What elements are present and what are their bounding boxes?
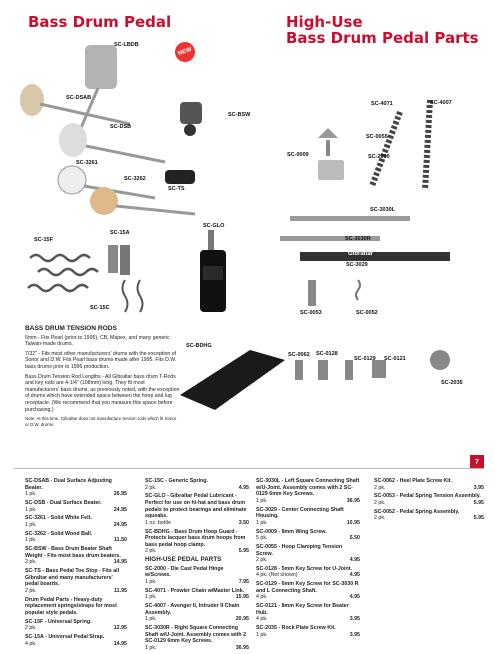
code-sc-ts: SC-TS (168, 186, 185, 192)
item-price: 5.95 (238, 548, 249, 555)
code-sc-15c: SC-15C (90, 305, 110, 311)
item-name: SC-15C - Generic Spring. (145, 478, 208, 484)
page-title-right-line1: High-Use (286, 13, 363, 31)
page-title-left: Bass Drum Pedal (28, 13, 172, 31)
code-sc-15a: SC-15A (110, 230, 130, 236)
code-sc-3029: SC-3029 (346, 262, 368, 268)
price-list-item (25, 619, 127, 632)
item-price: 24.95 (113, 506, 127, 513)
item-price: 5.95 (473, 499, 484, 506)
code-sc-3030l: SC-3030L (370, 207, 396, 213)
page-title-right-line2: Bass Drum Pedal Parts (286, 29, 479, 47)
code-sc-2035: SC-2035 (441, 380, 463, 386)
price-list-item (145, 625, 249, 651)
item-name: SC-0129 - 6mm Key Screw for SC-3030 R and L Connecting Shaft. (256, 581, 359, 594)
item-name: SC-2035 - Rock Plate Screw Kit. (256, 625, 336, 632)
item-price: 3.95 (349, 631, 360, 638)
item-qty: 1 pk. (256, 631, 268, 638)
code-sc-3261: SC-3261 (76, 160, 98, 166)
code-sc-0053: SC-0053 (300, 310, 322, 316)
price-list-item (25, 531, 127, 544)
price-column-3 (256, 478, 360, 641)
item-name: Drum Pedal Parts - Heavy-duty replacement springs/straps for most popular style pedals. (25, 596, 117, 616)
item-qty: 4 pk. (25, 640, 37, 647)
item-qty: 2 pk. (145, 484, 157, 491)
item-price: 36.95 (235, 644, 249, 651)
screw-sc-0009 (318, 128, 338, 156)
item-qty: 2 pk. (374, 499, 386, 506)
item-name: SC-TS - Bass Pedal Toe Stop - Fits all Gibraltar and many manufacturers' pedal boards. (25, 568, 120, 588)
tension-rods-6mm: 6mm - Fits Pearl (prior to 1995), CB, Mapex, and many generic Taiwan-made drums. (25, 334, 170, 348)
item-qty: 2 pk. (25, 625, 37, 632)
item-qty: 2 pk. (256, 557, 268, 564)
price-list-item (256, 529, 360, 542)
item-price: 14.95 (113, 640, 127, 647)
price-list-item (374, 509, 484, 522)
strap-sc-15a (108, 245, 130, 275)
weight-sc-bsw (180, 102, 202, 136)
price-list-item (256, 544, 360, 564)
item-name: SC-15F - Universal Spring. (25, 618, 92, 625)
price-list-item (145, 588, 249, 601)
item-name: SC-0128 - 5mm Key Screw for U-Joint. (256, 565, 352, 572)
new-badge: NEW (172, 39, 198, 65)
item-price: 3.50 (238, 519, 249, 526)
price-list-item (256, 581, 360, 601)
item-price: 4.95 (349, 557, 360, 564)
hoop-guard-sc-bdhg (180, 350, 285, 410)
item-qty: 1 pk. (25, 537, 37, 544)
toe-stop-sc-ts (165, 170, 195, 184)
price-list-item (145, 529, 249, 555)
item-qty: 1 pk. (256, 519, 268, 526)
item-price: 11.50 (114, 537, 127, 544)
code-sc-0009: SC-0009 (287, 152, 309, 158)
item-price: 12.95 (113, 625, 127, 632)
item-price: 3.95 (473, 484, 484, 491)
item-qty: 1 oz. bottle (145, 519, 171, 526)
item-price: 4.95 (238, 484, 249, 491)
code-sc-15f: SC-15F (34, 237, 53, 243)
price-list-item (374, 478, 484, 491)
item-name: SC-DSB - Dual Surface Beater. (25, 499, 102, 506)
code-sc-2000: SC-2000 (368, 154, 390, 160)
price-list-item (25, 634, 127, 647)
item-price: 5.50 (349, 535, 360, 542)
chain-sc-4007 (425, 100, 430, 190)
code-sc-0055: SC-0055 (366, 134, 388, 140)
item-price: 4.95 (349, 594, 360, 601)
item-name: SC-0052 - Pedal Spring Assembly. (374, 508, 460, 515)
price-list-item (25, 500, 127, 513)
item-name: SC-DSAB - Dual Surface Adjusting Beater. (25, 478, 112, 491)
code-sc-3262: SC-3262 (124, 176, 146, 182)
item-price: 24.95 (113, 521, 127, 528)
item-qty: 1 pk. (145, 644, 157, 651)
item-name: SC-4071 - Prowler Chain w/Master Link. (145, 587, 245, 594)
item-qty: 4 pk. (256, 594, 268, 601)
price-list-item (256, 478, 360, 504)
code-sc-0129: SC-0129 (354, 356, 376, 362)
item-price: 3.95 (349, 616, 360, 623)
item-name: SC-BDHG - Bass Drum Hoop Guard - Protects lacquer bass drum hoops from bass pedal hoop clamp. (145, 528, 246, 548)
price-list-item (145, 493, 249, 526)
item-qty: 1 pk. (145, 616, 157, 623)
code-sc-4071: SC-4071 (371, 101, 393, 107)
item-name: SC-GLO - Gibraltar Pedal Lubricant - Perfect for use on hi-hat and bass drum pedals to protect bearings and eliminate squeaks. (145, 493, 247, 520)
code-sc-dsb: SC-DSB (110, 124, 132, 130)
code-sc-bdhg: SC-BDHG (186, 343, 212, 349)
item-name: SC-3029 - Center Connecting Shaft Housing. (256, 506, 344, 520)
item-name: SC-15A - Universal Pedal Strap. (25, 633, 105, 640)
item-name: SC-0062 - Heel Plate Screw Kit. (374, 478, 453, 484)
item-qty: 1 pk. (25, 491, 37, 498)
item-price: 15.95 (235, 594, 249, 601)
price-list-item (25, 515, 127, 528)
item-qty: 2 pk. (25, 559, 37, 566)
chain-sc-4071 (372, 112, 400, 186)
tension-rods-info (25, 326, 180, 430)
item-price: 20.95 (235, 616, 249, 623)
price-list-item (256, 507, 360, 527)
item-name: SC-0121 - 8mm Key Screw for Beater Hub. (256, 603, 349, 616)
tension-rods-heading: BASS DRUM TENSION RODS (25, 325, 117, 332)
tension-assembly-sc-0053 (308, 280, 316, 306)
tension-rods-732: 7/32" - Fits most other manufacturers' drums with the exception of Sonor and D.W. Fits Pearl bass drums made after 1995. Fits D.W. bass drums prior to 1996 production. (25, 350, 177, 370)
spring-assembly-sc-0052 (356, 280, 360, 300)
price-column-4 (374, 478, 484, 524)
code-sc-0128: SC-0128 (316, 351, 338, 357)
item-qty: 1 pk. (25, 506, 37, 513)
item-qty: 1 pk. (25, 521, 37, 528)
tension-rods-lengths: Bass Drum Tension Rod Lengths - All Gibraltar bass drum T-Rods and key rods are 4-1/4" (108mm) long. They fit most manufacturers' bass drums, as previously noted, with the exception of drums which have extended space between the hoop and lug receptacle. (We recommend that you measure this space before purchasing.) (25, 373, 180, 413)
item-price: 11.95 (114, 587, 127, 594)
spring-sc-15f (28, 255, 98, 291)
item-qty: 5 pk. (256, 535, 268, 542)
code-sc-3030r: SC-3030R (345, 236, 371, 242)
price-list-item (256, 625, 360, 638)
divider (14, 468, 484, 469)
lubricant-bottle-sc-glo (200, 230, 226, 312)
item-qty: 2 pk. (374, 515, 386, 522)
beater-sc-dsab (20, 84, 130, 124)
price-list-item (25, 478, 127, 498)
price-list-item (145, 603, 249, 623)
item-qty: 4 pk. (Not shown) (256, 572, 298, 579)
price-list-item (25, 568, 127, 594)
code-sc-bsw: SC-BSW (228, 112, 251, 118)
item-name: SC-3261 - Solid White Felt. (25, 515, 92, 522)
price-list-item (145, 566, 249, 586)
item-price: 10.95 (346, 519, 360, 526)
item-name: SC-4007 - Avenger II, Intruder II Chain Assembly. (145, 603, 240, 616)
price-list-item (145, 478, 249, 491)
item-qty: 2 pk. (25, 587, 37, 594)
code-sc-lbdb: SC-LBDB (114, 42, 139, 48)
code-sc-dsab: SC-DSAB (66, 95, 92, 101)
item-qty: 1 pk. (145, 578, 157, 585)
item-name: SC-3030R - Right Square Connecting Shaft w/U-Joint. Assembly comes with 2 SC-0129 6mm Key Screws. (145, 625, 247, 645)
item-name: SC-0055 - Hoop Clamping Tension Screw. (256, 543, 343, 557)
code-sc-4007: SC-4007 (430, 100, 452, 106)
item-name: SC-3262 - Solid Wood Ball. (25, 530, 93, 537)
page-number: 7 (470, 455, 484, 469)
code-sc-0062: SC-0062 (288, 352, 310, 358)
item-name: SC-0053 - Pedal Spring Tension Assembly. (374, 493, 481, 500)
item-price: 7.95 (238, 578, 249, 585)
price-column-2 (145, 478, 249, 654)
hinge-sc-2000 (318, 160, 344, 180)
item-price: 26.95 (113, 491, 127, 498)
section-heading: HIGH-USE PEDAL PARTS (145, 556, 222, 564)
item-price: 36.95 (346, 497, 360, 504)
item-price: 14.95 (113, 559, 127, 566)
price-list-item (25, 546, 127, 566)
item-qty: 4 pk. (256, 616, 268, 623)
item-name: SC-2000 - Die Cast Pedal Hinge w/Screws. (145, 565, 224, 579)
item-price: 4.95 (349, 572, 360, 579)
price-list-item (374, 493, 484, 506)
spring-sc-15c (123, 280, 143, 312)
code-sc-0121: SC-0121 (384, 356, 406, 362)
price-list-item (25, 597, 127, 617)
code-sc-0052: SC-0052 (356, 310, 378, 316)
item-name: SC-BSW - Bass Drum Beater Shaft Weight - Fits most bass drum beaters. (25, 546, 121, 559)
price-list-item (256, 603, 360, 623)
item-name: SC-3030L - Left Square Connecting Shaft w/U-Joint. Assembly comes with 2 SC-0129 6mm Key Screws. (256, 478, 360, 498)
price-column-1 (25, 478, 127, 649)
item-price: 5.95 (473, 515, 484, 522)
item-name: SC-0009 - 8mm Wing Screw. (256, 528, 327, 535)
beater-sc-lbdb (78, 45, 117, 135)
gibraltar-logo-on-shaft: Gibraltar (348, 251, 374, 257)
item-qty: 1 pk. (145, 594, 157, 601)
item-qty: 1 pk. (256, 497, 268, 504)
code-sc-glo: SC-GLO (203, 223, 225, 229)
price-list-item (256, 566, 360, 579)
item-qty: 2 pk. (145, 548, 157, 555)
tension-rods-note: Note: At this time, Gibraltar does not manufacture tension rods which fit Sonor or D.W. drums. (25, 416, 177, 427)
item-qty: 2 pk. (374, 484, 386, 491)
shaft-sc-3029 (300, 252, 450, 261)
shaft-sc-3030l (290, 216, 410, 221)
